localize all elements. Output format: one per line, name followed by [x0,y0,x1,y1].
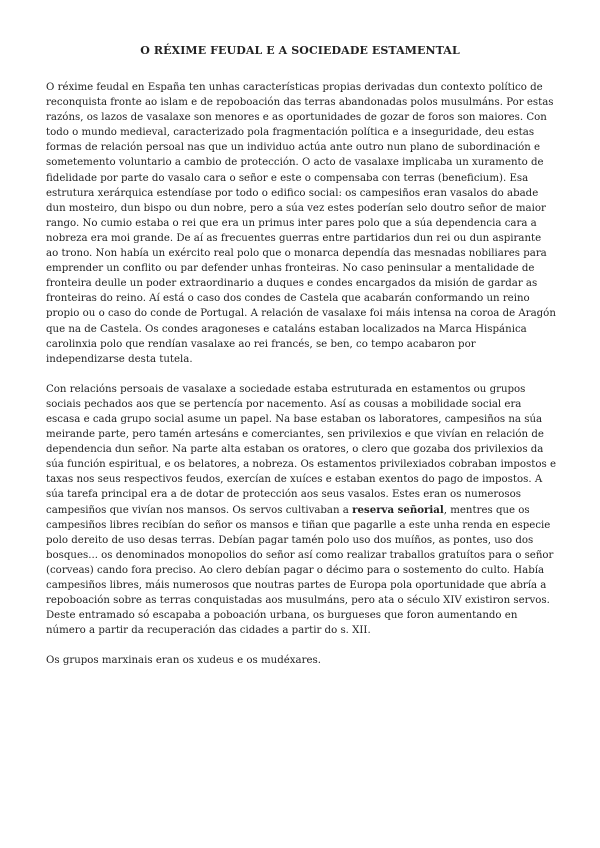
document-title: O RÉXIME FEUDAL E A SOCIEDADE ESTAMENTAL [140,44,460,57]
paragraph-marginal-groups: Os grupos marxinais eran os xudeus e os mudéxares. [46,655,321,667]
paragraph-estates-society [46,382,556,639]
paragraph-text: Con relacións persoais de vasalaxe a sociedade estaba estruturada en estamentos ou grupos sociais pechados aos que se pertencía por nacemento. Así as cousas a mobilidade social era escasa e cada grupo social asume un papel. Na base estaban os laboratores, campesiños na súa meirande parte, pero tamén artesáns e comerciantes, sen privilexios e que vivían en relación de dependencia dun señor. Na parte alta estaban os oratores, o clero que gozaba dos privilexios da súa función espiritual, e os belatores, a nobreza. Os estamentos privilexiados cobraban impostos e taxas nos seus respectivos feudos, exercían de xuíces e estaban exentos do pago de impostos. A súa tarefa principal era a de dotar de protección aos seus vasalos. Estes eran os numerosos campesiños que vivían nos mansos. Os servos cultivaban a [46,383,557,516]
bold-term-reserva-senorial: reserva señorial [352,503,444,516]
paragraph-feudal-regime: O réxime feudal en España ten unhas características propias derivadas dun contexto político de reconquista fronte ao islam e de repoboación das terras abandonadas polos musulmáns. Por estas razóns, os lazos de vasalaxe son menores e as oportunidades de gozar de foros son maiores. Con todo o mundo medieval, caracterizado pola fragmentación política e a inseguridade, deu estas formas de relación persoal nas que un individuo actúa ante outro nun plano de subordinación e sometemento voluntario a cambio de protección. O acto de vasalaxe implicaba un xuramento de fidelidade por parte do vasalo cara o señor e este o compensaba con terras (beneficium). Esa estrutura xerárquica estendíase por todo o edifico social: os campesiños eran vasalos do abade dun mosteiro, dun bispo ou dun nobre, pero a súa vez estes poderían selo doutro señor de maior rango. No cumio estaba o rei que era un primus inter pares polo que a súa dependencia cara a nobreza era moi grande. De aí as frecuentes guerras entre partidarios dun rei ou dun aspirante ao trono. Non había un exército real polo que o monarca dependía das mesnadas nobiliares para emprender un conflito ou par defender unhas fronteiras. No caso peninsular a mentalidade de fronteira deulle un poder extraordinario a duques e condes encargados da misión de gardar as fronteiras do reino. Aí está o caso dos condes de Castela que acabarán conformando un reino propio ou o caso do conde de Portugal. A relación de vasalaxe foi máis intensa na coroa de Aragón que na de Castela. Os condes aragoneses e cataláns estaban localizados na Marca Hispánica carolinxia polo que rendían vasalaxe ao rei francés, se ben, co tempo acabaron por independizarse desta tutela. [46,82,556,365]
document-body [46,80,556,683]
paragraph-text: , mentres que os campesiños libres recibían do señor os mansos e tiñan que pagarlle a este unha renda en especie polo dereito de uso desas terras. Debían pagar tamén polo uso dos muíños, as pontes, uso dos bosques... os denominados monopolios do señor así como realizar traballos gratuítos para o señor (corveas) cando fora preciso. Ao clero debían pagar o décimo para o sostemento do culto. Había campesiños libres, máis numerosos que noutras partes de Europa pola oportunidade que abría a repoboación sobre as terras conquistadas aos musulmáns, pero ata o século XIV existiron servos. Deste entramado só escapaba a poboación urbana, os burgueses que foron aumentando en número a partir da recuperación das cidades a partir do s. XII. [46,504,554,637]
